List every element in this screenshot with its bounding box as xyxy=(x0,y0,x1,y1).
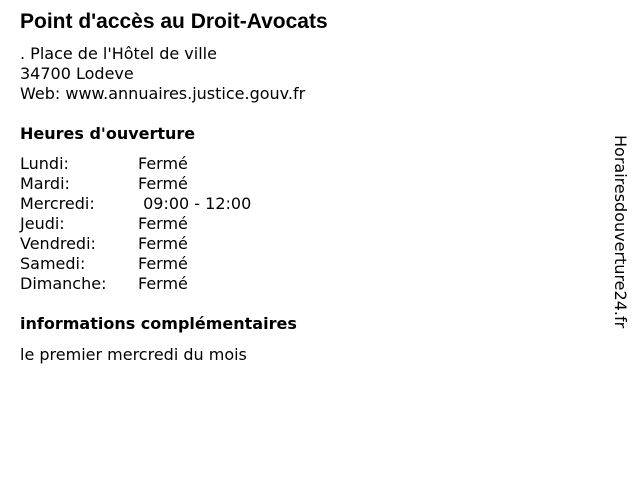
hours-value: Fermé xyxy=(138,254,188,273)
address-city: 34700 Lodeve xyxy=(20,64,134,83)
hours-value: Fermé xyxy=(138,174,188,193)
day-label: Mardi: xyxy=(20,174,70,193)
address-street: . Place de l'Hôtel de ville xyxy=(20,44,217,63)
day-label: Jeudi: xyxy=(20,214,65,233)
hours-value: Fermé xyxy=(138,274,188,293)
address-web: Web: www.annuaires.justice.gouv.fr xyxy=(20,84,306,103)
day-label: Dimanche: xyxy=(20,274,107,293)
day-label: Samedi: xyxy=(20,254,86,273)
page-title: Point d'accès au Droit-Avocats xyxy=(20,10,328,33)
day-label: Lundi: xyxy=(20,154,69,173)
day-label: Vendredi: xyxy=(20,234,96,253)
site-watermark: Horairesdouverture24.fr xyxy=(611,135,630,329)
hours-value: 09:00 - 12:00 xyxy=(138,194,252,213)
hours-value: Fermé xyxy=(138,234,188,253)
hours-value: Fermé xyxy=(138,214,188,233)
opening-hours-heading: Heures d'ouverture xyxy=(20,124,196,143)
additional-info-text: le premier mercredi du mois xyxy=(20,345,247,364)
additional-info-heading: informations complémentaires xyxy=(20,314,297,333)
day-label: Mercredi: xyxy=(20,194,95,213)
hours-value: Fermé xyxy=(138,154,188,173)
address-block xyxy=(20,44,305,104)
